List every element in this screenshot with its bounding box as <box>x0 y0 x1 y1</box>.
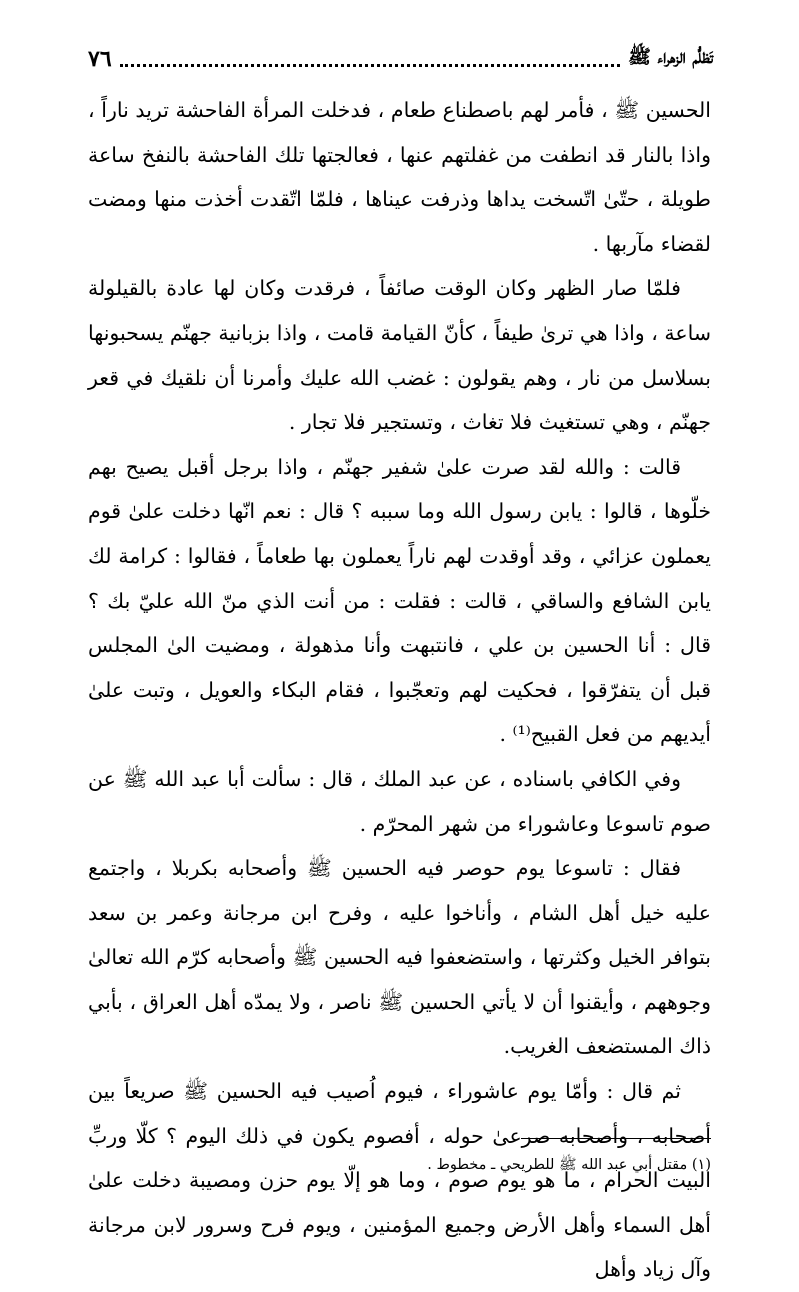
paragraph: فلمّا صار الظهر وكان الوقت صائفاً ، فرقدت وكان لها عادة بالقيلولة ساعة ، واذا هي ترىٰ طيفاً ، كأنّ القيامة قامت ، واذا بزبانية جهنّم يسحبونها بسلاسل من نار ، وهم يقولون : غضب الله عليك وأمرنا أن نلقيك في قعر جهنّم ، وهي تستغيث فلا تغاث ، وتستجير فلا تجار . <box>88 276 711 435</box>
header-dot-leader <box>120 62 620 67</box>
paragraph: ثم قال : وأمّا يوم عاشوراء ، فيوم اُصيب فيه الحسين ﷺ صريعاً بين أصحابه ، وأصحابه صرعىٰ حوله ، أفصوم يكون في ذلك اليوم ؟ كلّا وربِّ البيت الحرام ، ما هو يوم صوم ، وما هو إلّا يوم حزن ومصيبة دخلت علىٰ أهل السماء وأهل الأرض وجميع المؤمنين ، ويوم فرح وسرور لابن مرجانة وآل زياد وأهل <box>88 1079 711 1282</box>
page-number: ٧٦ <box>88 46 112 72</box>
page-header <box>88 42 713 76</box>
footnote-divider <box>521 1138 711 1139</box>
footnote: (١) مقتل أبي عبد الله ﷺ للطريحي ـ مخطوط . <box>427 1157 711 1173</box>
paragraph: وفي الكافي باسناده ، عن عبد الملك ، قال : سألت أبا عبد الله ﷺ عن صوم تاسوعا وعاشوراء من شهر المحرّم . <box>88 766 711 836</box>
paragraph: قالت : والله لقد صرت علىٰ شفير جهنّم ، واذا برجل أقبل يصيح بهم خلّوها ، قالوا : يابن رسول الله وما سببه ؟ قال : نعم انّها دخلت علىٰ قوم يعملون عزائي ، وقد أوقدت لهم ناراً يعملون بها طعاماً ، فقالوا : كرامة لك يابن الشافع والساقي ، قالت : فقلت : من أنت الذي منّ الله عليّ بك ؟ قال : أنا الحسين بن علي ، فانتبهت وأنا مذهولة ، ومضيت الىٰ المجلس قبل أن يتفرّقوا ، فحكيت لهم وتعجّبوا ، فقام البكاء والعويل ، وتبت علىٰ أيديهم من فعل القبيح⁽¹⁾ . <box>88 454 711 747</box>
paragraph: فقال : تاسوعا يوم حوصر فيه الحسين ﷺ وأصحابه بكربلا ، واجتمع عليه خيل أهل الشام ، وأناخوا عليه ، وفرح ابن مرجانة وعمر بن سعد بتوافر الخيل وكثرتها ، واستضعفوا فيه الحسين ﷺ وأصحابه كرّم الله تعالىٰ وجوههم ، وأيقنوا أن لا يأتي الحسين ﷺ ناصر ، ولا يمدّه أهل العراق ، بأبي ذاك المستضعف الغريب. <box>88 856 712 1059</box>
body-text <box>88 88 711 1292</box>
paragraph: الحسين ﷺ ، فأمر لهم باصطناع طعام ، فدخلت المرأة الفاحشة تريد ناراً ، واذا بالنار قد انطفت من غفلتهم عنها ، فعالجتها تلك الفاحشة بالنفخ ساعة طويلة ، حتّىٰ اتّسخت يداها وذرفت عيناها ، فلمّا اتّقدت أخذت منها ومضت لقضاء مآربها . <box>88 98 711 256</box>
running-title: تَظلُّم الزهراء ﷺ <box>627 46 713 68</box>
